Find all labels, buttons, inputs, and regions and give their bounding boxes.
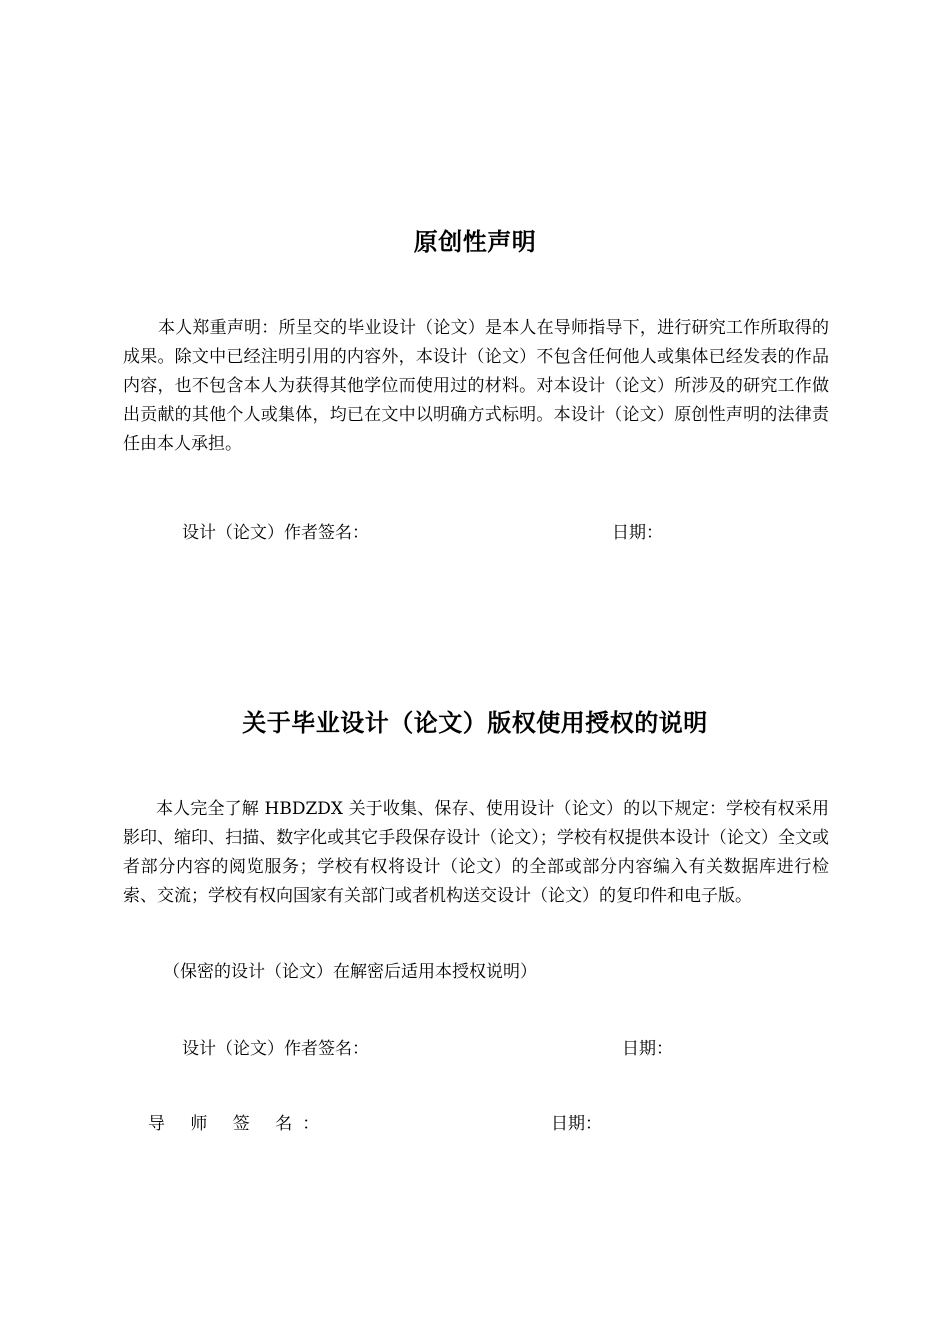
originality-statement: 本人郑重声明：所呈交的毕业设计（论文）是本人在导师指导下，进行研究工作所取得的成果。除文中已经注明引用的内容外，本设计（论文）不包含任何他人或集体已经发表的作品内容，也不包含本人为获得其他学位而使用过的材料。对本设计（论文）所涉及的研究工作做出贡献的其他个人或集体，均已在文中以明确方式标明。本设计（论文）原创性声明的法律责任由本人承担。 bbox=[123, 318, 829, 454]
advisor-signature-label: 导 师 签 名： bbox=[148, 1114, 330, 1134]
copyright-statement: 本人完全了解 HBDZDX 关于收集、保存、使用设计（论文）的以下规定：学校有权采用影印、缩印、扫描、数字化或其它手段保存设计（论文）；学校有权提供本设计（论文）全文或者部分内容的阅览服务；学校有权将设计（论文）的全部或部分内容编入有关数据库进行检索、交流；学校有权向国家有关部门或者机构送交设计（论文）的复印件和电子版。 bbox=[123, 799, 829, 906]
copyright-author-signature-label: 设计（论文）作者签名： bbox=[182, 1039, 369, 1059]
advisor-date-label: 日期： bbox=[551, 1114, 602, 1134]
copyright-author-date-label: 日期： bbox=[622, 1039, 673, 1059]
copyright-title: 关于毕业设计（论文）版权使用授权的说明 bbox=[242, 709, 708, 737]
date-label: 日期： bbox=[612, 523, 663, 543]
author-signature-label: 设计（论文）作者签名： bbox=[182, 523, 369, 543]
confidential-note: （保密的设计（论文）在解密后适用本授权说明） bbox=[163, 962, 537, 982]
originality-title: 原创性声明 bbox=[413, 228, 537, 256]
